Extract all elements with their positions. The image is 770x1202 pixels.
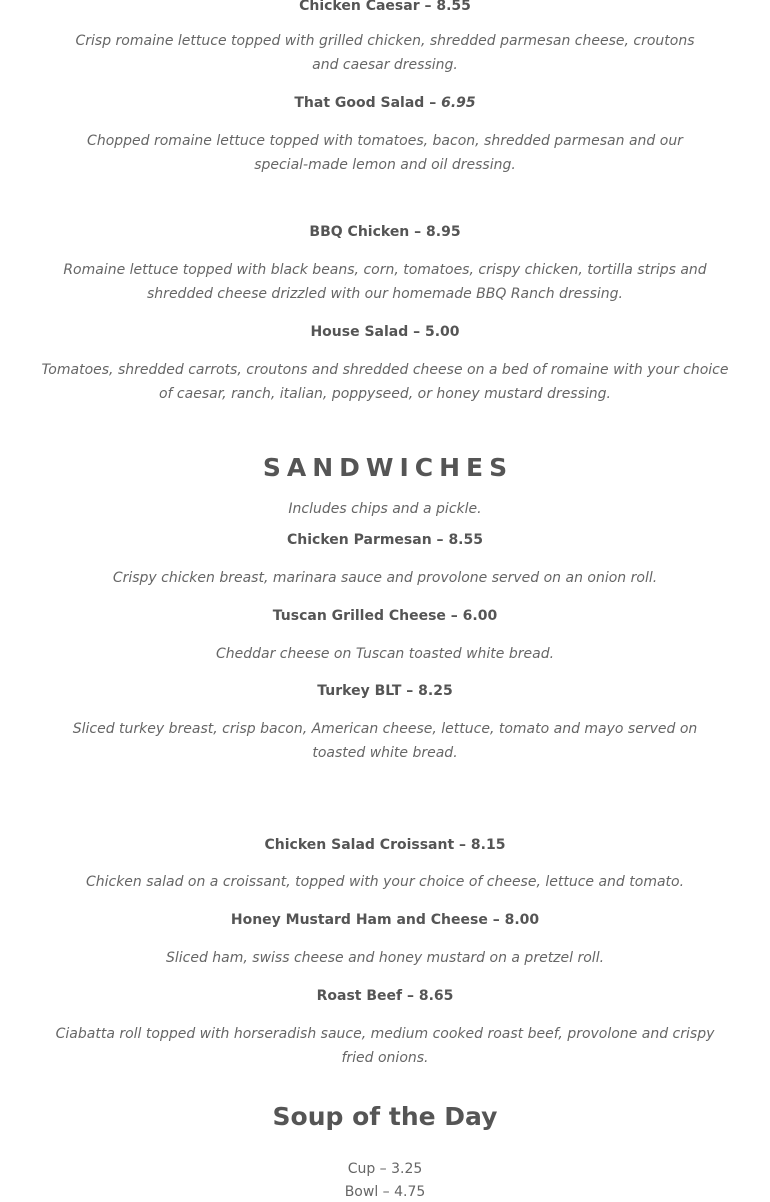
description-line: fried onions. [341, 1050, 429, 1066]
menu-item-title [0, 606, 770, 626]
price-separator: – [431, 532, 449, 548]
item-price: 8.55 [448, 532, 483, 548]
item-name: Chicken Caesar [299, 0, 420, 14]
menu-item-description [0, 358, 770, 406]
description-line: Crisp romaine lettuce topped with grilled chicken, shredded parmesan cheese, croutons [75, 33, 695, 49]
description-line: Sliced turkey breast, crisp bacon, American cheese, lettuce, tomato and mayo served on [72, 721, 698, 737]
item-name: Turkey BLT [317, 683, 402, 699]
menu-item-description [0, 129, 770, 177]
price-separator: – [454, 837, 471, 853]
item-name: Chicken Salad Croissant [264, 837, 455, 853]
menu-item-description [0, 29, 770, 77]
menu-item-description [0, 946, 770, 970]
section-heading-sandwiches: SANDWICHES [262, 453, 514, 482]
item-price: 8.15 [470, 837, 506, 853]
menu-item-description [0, 566, 770, 590]
description-line: Chicken salad on a croissant, topped with your choice of cheese, lettuce and tomato. [85, 874, 685, 890]
price-separator: – [402, 988, 419, 1004]
section-heading-soup: Soup of the Day [272, 1102, 498, 1131]
section-note: Includes chips and a pickle. [288, 501, 482, 517]
menu-item-title [0, 986, 770, 1006]
menu-item-description [0, 642, 770, 666]
description-line: Crispy chicken breast, marinara sauce and provolone served on an onion roll. [112, 570, 658, 586]
description-line: Ciabatta roll topped with horseradish sauce, medium cooked roast beef, provolone and crispy [55, 1026, 715, 1042]
description-line: Cheddar cheese on Tuscan toasted white bread. [215, 646, 555, 662]
item-price: 8.25 [418, 683, 453, 699]
item-name: Tuscan Grilled Cheese [272, 608, 446, 624]
item-price: 6.95 [441, 95, 476, 111]
description-line: of caesar, ranch, italian, poppyseed, or honey mustard dressing. [158, 386, 611, 402]
item-price: 8.95 [426, 224, 461, 240]
item-name: Honey Mustard Ham and Cheese [230, 912, 488, 928]
price-separator: – [419, 0, 437, 14]
item-name: BBQ Chicken [309, 224, 410, 240]
item-name: Chicken Parmesan [287, 532, 432, 548]
item-price: 8.65 [418, 988, 454, 1004]
menu-item-description [0, 1022, 770, 1070]
menu-item-description [0, 870, 770, 894]
menu-item-title [0, 222, 770, 242]
price-separator: – [487, 912, 505, 928]
menu-item-description [0, 258, 770, 306]
price-separator: – [424, 95, 442, 111]
description-line: special-made lemon and oil dressing. [254, 157, 516, 173]
menu-item-title [0, 681, 770, 701]
description-line: toasted white bread. [312, 745, 458, 761]
menu-item-description [0, 717, 770, 765]
menu-item-title [0, 322, 770, 342]
soup-cup-price: Cup – 3.25 [347, 1161, 423, 1177]
price-separator: – [409, 224, 427, 240]
menu-item-title [0, 0, 770, 16]
menu-item-title [0, 530, 770, 550]
description-line: and caesar dressing. [312, 57, 458, 73]
description-line: Chopped romaine lettuce topped with tomatoes, bacon, shredded parmesan and our [87, 133, 683, 149]
item-price: 8.00 [504, 912, 540, 928]
menu-item-title [0, 910, 770, 930]
item-name: That Good Salad [294, 95, 425, 111]
item-price: 5.00 [425, 324, 460, 340]
item-name: Roast Beef [316, 988, 403, 1004]
description-line: Tomatoes, shredded carrots, croutons and shredded cheese on a bed of romaine with your choice [41, 362, 729, 378]
price-separator: – [408, 324, 425, 340]
item-price: 8.55 [436, 0, 471, 14]
soup-bowl-price: Bowl – 4.75 [344, 1184, 426, 1200]
item-price: 6.00 [462, 608, 498, 624]
price-separator: – [401, 683, 419, 699]
price-separator: – [445, 608, 463, 624]
description-line: Sliced ham, swiss cheese and honey mustard on a pretzel roll. [165, 950, 605, 966]
description-line: shredded cheese drizzled with our homemade BBQ Ranch dressing. [147, 286, 623, 302]
menu-item-title [0, 93, 770, 113]
item-name: House Salad [310, 324, 409, 340]
menu-item-title [0, 835, 770, 855]
description-line: Romaine lettuce topped with black beans, corn, tomatoes, crispy chicken, tortilla strips and [63, 262, 707, 278]
